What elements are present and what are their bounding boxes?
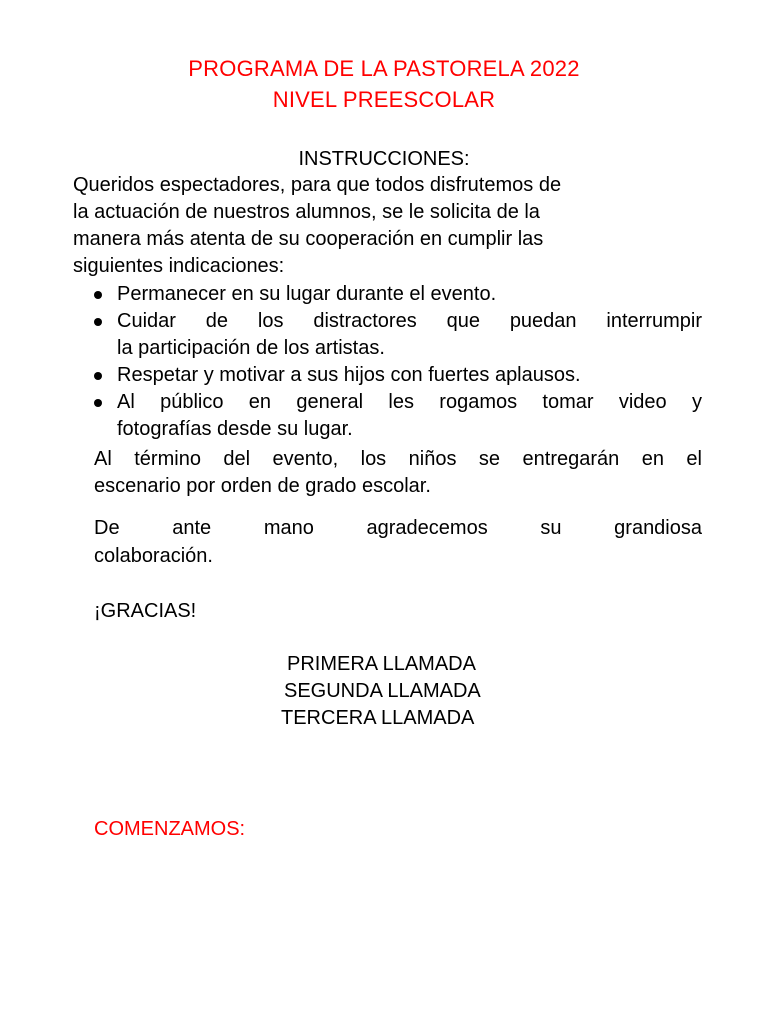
intro-paragraph [73, 172, 713, 280]
intro-line: manera más atenta de su cooperación en cumplir las [73, 228, 544, 250]
list-item-text: Respetar y motivar a sus hijos con fuertes aplausos. [117, 364, 581, 386]
first-call: PRIMERA LLAMADA [287, 653, 476, 675]
list-item-text: fotografías desde su lugar. [117, 418, 353, 440]
bullet-icon [94, 318, 102, 326]
bullet-icon [94, 291, 102, 299]
second-call: SEGUNDA LLAMADA [284, 680, 481, 702]
closing-line: escenario por orden de grado escolar. [94, 475, 431, 497]
closing-line: Al término del evento, los niños se entregarán en el [94, 448, 702, 470]
thanks-line: De ante mano agradecemos su grandiosa [94, 517, 702, 539]
list-item-text: la participación de los artistas. [117, 337, 385, 359]
list-item [94, 308, 702, 362]
start-label: COMENZAMOS: [94, 818, 246, 840]
list-item-text: Al público en general les rogamos tomar video y [117, 391, 702, 413]
intro-line: la actuación de nuestros alumnos, se le solicita de la [73, 201, 540, 223]
gracias-text: ¡GRACIAS! [94, 600, 197, 622]
program-title: PROGRAMA DE LA PASTORELA 2022 [188, 56, 580, 81]
list-item [94, 389, 702, 443]
thanks-paragraph [94, 514, 702, 570]
list-item [94, 281, 702, 308]
intro-line: siguientes indicaciones: [73, 255, 285, 277]
third-call: TERCERA LLAMADA [281, 707, 475, 729]
instructions-heading: INSTRUCCIONES: [298, 148, 470, 170]
bullet-icon [94, 372, 102, 380]
instructions-list [94, 281, 702, 443]
intro-line: Queridos espectadores, para que todos disfrutemos de [73, 174, 562, 196]
bullet-icon [94, 399, 102, 407]
level-subtitle: NIVEL PREESCOLAR [272, 87, 496, 112]
closing-paragraph [94, 446, 702, 500]
thanks-line: colaboración. [94, 545, 213, 567]
list-item-text: Cuidar de los distractores que puedan interrumpir [117, 310, 702, 332]
list-item-text: Permanecer en su lugar durante el evento. [117, 283, 497, 305]
list-item [94, 362, 702, 389]
